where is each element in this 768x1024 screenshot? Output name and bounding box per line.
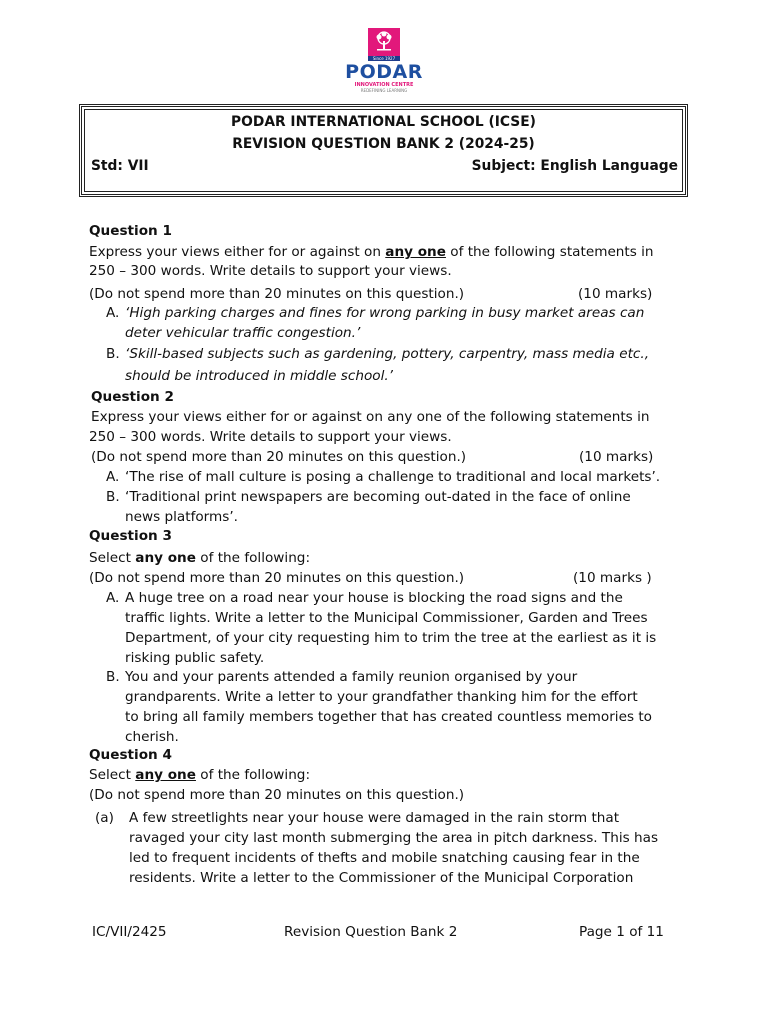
- q3-line1: [89, 549, 310, 567]
- header-box: [79, 104, 688, 197]
- q3-a-line3: Department, of your city requesting him to trim the tree at the earliest as it is: [125, 630, 657, 646]
- q3-b-line3: to bring all family members together that has created countless memories to: [125, 709, 652, 725]
- logo-tagline: REDEFINING LEARNING: [360, 88, 408, 93]
- q3-any-one: any one: [135, 550, 196, 566]
- q1-a-line1: ‘High parking charges and fines for wrong parking in busy market areas can: [125, 305, 645, 321]
- q3-b-line4: cherish.: [125, 729, 179, 745]
- q1-b-label: B.: [106, 346, 120, 362]
- q4-any-one: any one: [135, 767, 196, 783]
- q4-a-line4: residents. Write a letter to the Commissioner of the Municipal Corporation: [129, 870, 634, 886]
- school-name: PODAR INTERNATIONAL SCHOOL (ICSE): [231, 114, 536, 130]
- q3-l1c: of the following:: [195, 550, 311, 566]
- document-title: REVISION QUESTION BANK 2 (2024-25): [232, 136, 535, 152]
- q1-any-one: any one: [385, 244, 446, 260]
- q3-title: Question 3: [89, 528, 172, 544]
- q2-b-label: B.: [106, 489, 120, 505]
- q2-a-line1: ‘The rise of mall culture is posing a challenge to traditional and local markets’.: [125, 469, 661, 485]
- q1-b-line1: ‘Skill-based subjects such as gardening, pottery, carpentry, mass media etc.,: [125, 346, 650, 362]
- q3-instruction: (Do not spend more than 20 minutes on this question.): [89, 570, 465, 586]
- q4-a-line1: A few streetlights near your house were damaged in the rain storm that: [129, 810, 620, 826]
- q1-a-label: A.: [106, 305, 120, 321]
- q3-marks: (10 marks ): [573, 570, 652, 586]
- logo-since: Since 1927: [368, 56, 400, 61]
- q1-title: Question 1: [89, 223, 172, 239]
- q4-instruction: (Do not spend more than 20 minutes on this question.): [89, 787, 465, 803]
- q3-a-line2: traffic lights. Write a letter to the Municipal Commissioner, Garden and Trees: [125, 610, 648, 626]
- q3-b-line2: grandparents. Write a letter to your grandfather thanking him for the effort: [125, 689, 638, 705]
- school-logo: [338, 28, 430, 96]
- q4-a-label: (a): [95, 810, 114, 826]
- q1-line2: 250 – 300 words. Write details to support your views.: [89, 263, 452, 279]
- q3-l1a: Select: [89, 550, 136, 566]
- q4-line1: [89, 766, 310, 784]
- q2-line2: 250 – 300 words. Write details to support your views.: [89, 429, 452, 445]
- q2-b-line1: ‘Traditional print newspapers are becoming out-dated in the face of online: [125, 489, 631, 505]
- q1-line1: [89, 243, 654, 261]
- q2-title: Question 2: [91, 389, 174, 405]
- q4-title: Question 4: [89, 747, 172, 763]
- q1-a-line2: deter vehicular traffic congestion.’: [125, 325, 361, 341]
- q2-a-label: A.: [106, 469, 120, 485]
- q2-instruction: (Do not spend more than 20 minutes on this question.): [91, 449, 467, 465]
- q4-a-line2: ravaged your city last month submerging the area in pitch darkness. This has: [129, 830, 659, 846]
- q2-marks: (10 marks): [579, 449, 654, 465]
- q3-a-line4: risking public safety.: [125, 650, 265, 666]
- header-inner: [84, 109, 683, 192]
- footer-page-number: Page 1 of 11: [579, 924, 664, 940]
- q2-line1: Express your views either for or against on any one of the following statements in: [91, 409, 650, 425]
- logo-name: PODAR: [345, 61, 423, 83]
- q4-l1c: of the following:: [195, 767, 311, 783]
- q1-b-line2: should be introduced in middle school.’: [125, 368, 394, 384]
- footer-code: IC/VII/2425: [92, 924, 167, 940]
- q3-a-line1: A huge tree on a road near your house is blocking the road signs and the: [125, 590, 623, 606]
- q3-b-label: B.: [106, 669, 120, 685]
- q2-b-line2: news platforms’.: [125, 509, 238, 525]
- tree-logo-icon: [368, 28, 400, 56]
- q4-l1a: Select: [89, 767, 136, 783]
- q3-a-label: A.: [106, 590, 120, 606]
- q1-l1a: Express your views either for or against on: [89, 244, 386, 260]
- q4-a-line3: led to frequent incidents of thefts and mobile snatching causing fear in the: [129, 850, 640, 866]
- std-label: Std: VII: [91, 158, 149, 174]
- subject-label: Subject: English Language: [471, 158, 678, 174]
- q3-b-line1: You and your parents attended a family reunion organised by your: [125, 669, 578, 685]
- logo-subtitle: INNOVATION CENTRE: [354, 82, 414, 88]
- q1-instruction: (Do not spend more than 20 minutes on this question.): [89, 286, 465, 302]
- q1-l1c: of the following statements in: [445, 244, 654, 260]
- footer-title: Revision Question Bank 2: [284, 924, 458, 940]
- q1-marks: (10 marks): [578, 286, 653, 302]
